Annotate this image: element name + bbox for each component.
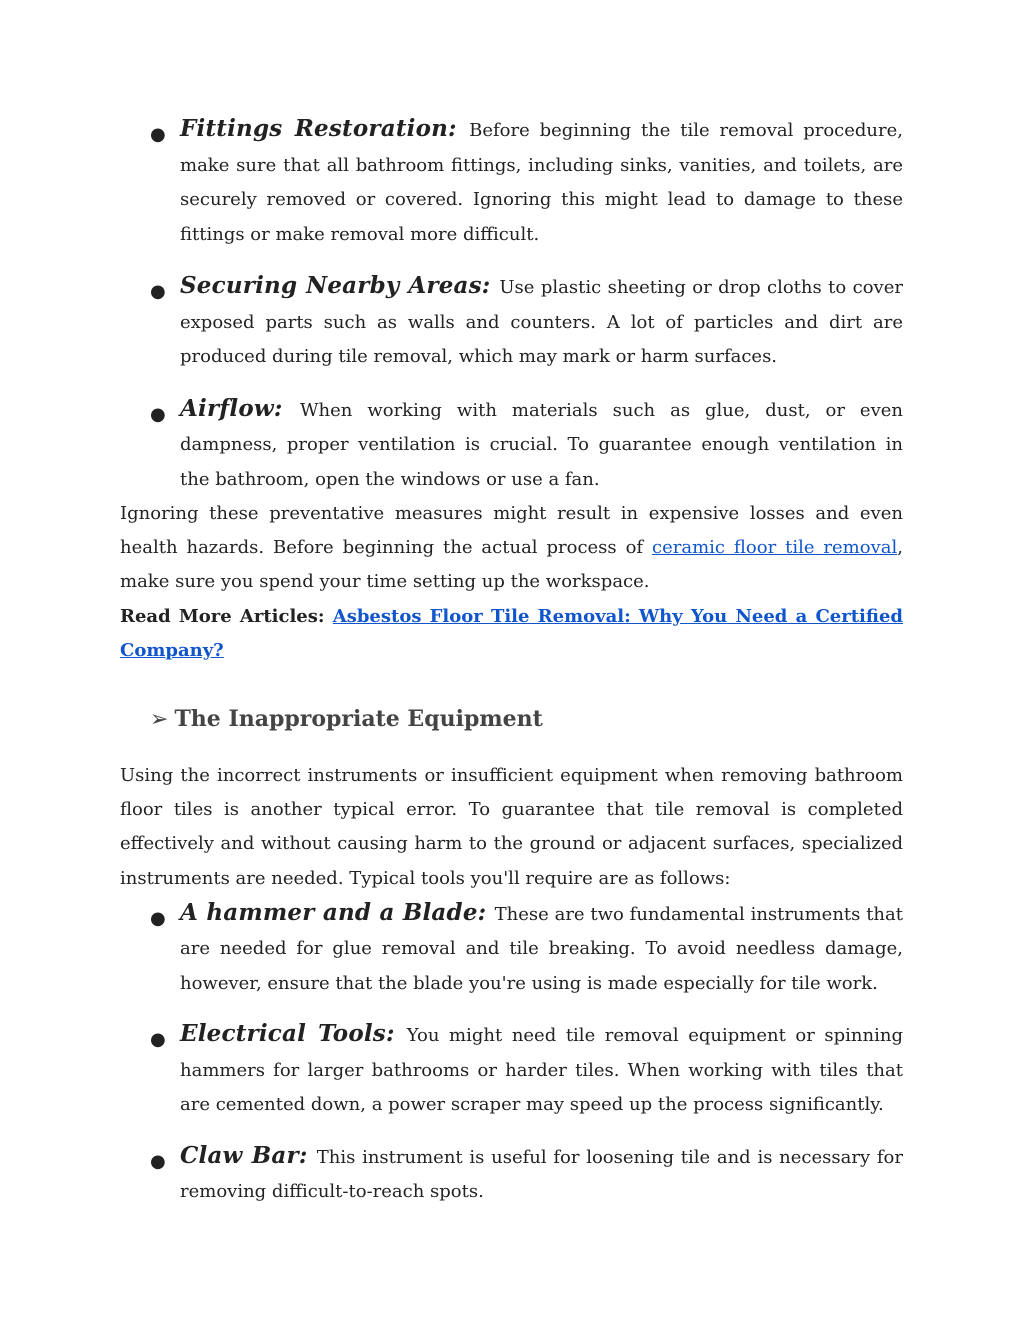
list-item [150,269,903,375]
document-page [120,112,903,1210]
asbestos-article-link[interactable]: Asbestos Floor Tile Removal: Why You Need a Certified Company? [120,605,903,661]
list-item [150,112,903,252]
ceramic-tile-removal-link[interactable]: ceramic floor tile removal [652,537,898,559]
read-more-paragraph [120,600,903,668]
bullet-icon: ● [150,403,166,425]
read-more-label: Read More Articles: [120,605,333,627]
arrow-icon: ➢ [150,707,169,733]
bullet-term: Airflow: [180,394,301,422]
bullet-text: When working with materials such as glue, dust, or even dampness, proper ventilation is crucial. To guarantee enough ventilation in the bathroom, open the windows or use a fan. [180,399,903,490]
equipment-paragraph: Using the incorrect instruments or insufficient equipment when removing bathroom floor tiles is another typical error. To guarantee that tile removal is completed effectively and without causing harm to the ground or adjacent surfaces, specialized instruments are needed. Typical tools you'll require are as follows: [120,765,903,889]
summary-text-before: Ignoring these preventative measures might result in expensive losses and even health hazards. Before beginning the actual process of [120,503,903,559]
bullet-icon: ● [150,281,166,302]
bullet-text: Before beginning the tile removal procedure, make sure that all bathroom fittings, including sinks, vanities, and toilets, are securely removed or covered. Ignoring this might lead to damage to these fittings or make removal more difficult. [180,120,903,245]
bullet-text: You might need tile removal equipment or spinning hammers for larger bathrooms or harder tiles. When working with tiles that are cemented down, a power scraper may speed up the process significantly. [180,1025,903,1116]
bullet-text: These are two fundamental instruments that are needed for glue removal and tile breaking. To avoid needless damage, however, ensure that the blade you're using is made especially for tile work. [180,903,903,994]
bullet-icon: ● [150,1029,166,1051]
section-heading [120,704,903,735]
list-item [150,1017,903,1123]
section-title: The Inappropriate Equipment [174,706,543,733]
bullet-term: Securing Nearby Areas: [180,272,500,299]
bullet-icon: ● [150,1150,166,1172]
list-item [150,896,903,1002]
preparation-bullet-list [120,112,903,497]
bullet-term: Electrical Tools: [180,1020,407,1048]
bullet-icon: ● [150,124,166,145]
bullet-term: Fittings Restoration: [180,115,470,142]
bullet-icon: ● [150,907,166,929]
bullet-term: A hammer and a Blade: [180,898,495,926]
list-item [150,1139,903,1210]
list-item [150,392,903,498]
tools-bullet-list [120,896,903,1210]
summary-paragraph [120,497,903,600]
summary-text-after: , make sure you spend your time setting up the workspace. [120,537,903,593]
bullet-text: Use plastic sheeting or drop cloths to cover exposed parts such as walls and counters. A lot of particles and dirt are produced during tile removal, which may mark or harm surfaces. [180,277,903,367]
bullet-term: Claw Bar: [180,1141,317,1169]
bullet-text: This instrument is useful for loosening tile and is necessary for removing difficult-to-reach spots. [180,1146,903,1203]
